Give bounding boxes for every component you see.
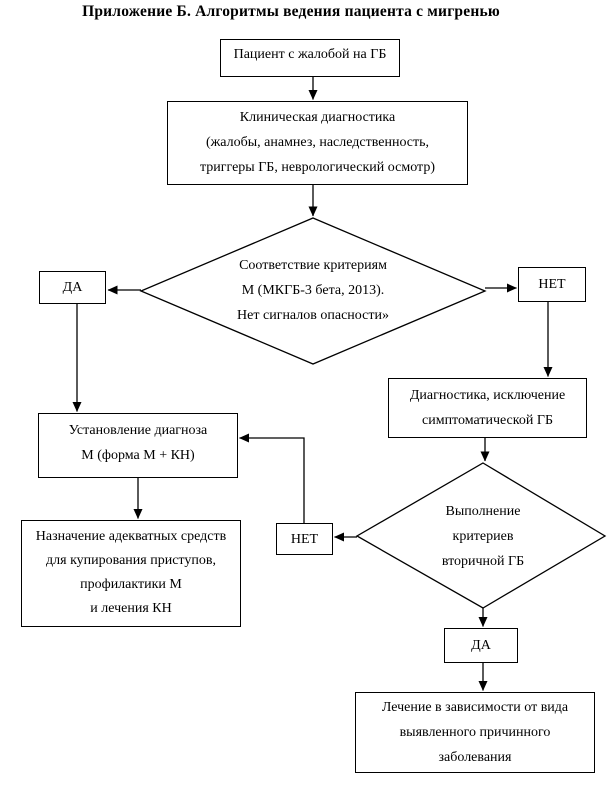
- node-patient-label: Пациент с жалобой на ГБ: [233, 47, 387, 62]
- decision-secondary-line: вторичной ГБ: [441, 554, 525, 569]
- decision-criteria-line: М (МКГБ-3 бета, 2013).: [241, 283, 385, 298]
- node-symptomatic-workup: [388, 378, 587, 438]
- node-prescribe-line: Назначение адекватных средств: [35, 529, 227, 544]
- node-clinical-line: (жалобы, анамнез, наследственность,: [205, 135, 430, 150]
- node-causal-line: выявленного причинного: [399, 725, 551, 740]
- node-no-mid: [276, 523, 333, 555]
- node-workup-line: Диагностика, исключение: [409, 388, 566, 403]
- node-yes-top-label: ДА: [62, 280, 83, 295]
- arrow-no-mid-to-establish: [240, 438, 305, 523]
- node-clinical-line: триггеры ГБ, неврологический осмотр): [200, 160, 435, 175]
- decision-criteria-text: [163, 253, 463, 328]
- decision-secondary-line: критериев: [452, 529, 514, 544]
- node-establish-line: Установление диагноза: [68, 423, 208, 438]
- node-yes-bottom: [444, 628, 518, 663]
- node-yes-top: [39, 271, 106, 304]
- node-establish-diagnosis: [38, 413, 238, 478]
- node-clinical-diagnostics: [167, 101, 468, 185]
- node-no-top: [518, 267, 586, 302]
- node-patient: [220, 39, 400, 77]
- node-workup-line: симптоматической ГБ: [422, 413, 553, 428]
- decision-criteria-line: Нет сигналов опасности»: [237, 308, 389, 323]
- node-prescribe-line: для купирования приступов,: [46, 553, 216, 568]
- node-prescribe-line: профилактики М: [80, 577, 182, 592]
- decision-secondary-line: Выполнение: [445, 504, 521, 519]
- node-causal-treatment: [355, 692, 595, 773]
- node-prescribe-treatment: [21, 520, 241, 627]
- node-yes-bottom-label: ДА: [471, 638, 491, 653]
- decision-criteria-line: Соответствие критериям: [239, 258, 387, 273]
- node-no-top-label: НЕТ: [538, 277, 566, 292]
- node-establish-line: М (форма М + КН): [81, 448, 195, 463]
- decision-secondary-text: [383, 499, 583, 574]
- node-no-mid-label: НЕТ: [290, 531, 319, 547]
- node-causal-line: Лечение в зависимости от вида: [381, 700, 569, 715]
- node-clinical-line: Клиническая диагностика: [239, 110, 396, 125]
- page-title: Приложение Б. Алгоритмы ведения пациента с мигренью: [82, 3, 500, 20]
- node-prescribe-line: и лечения КН: [90, 601, 172, 616]
- node-causal-line: заболевания: [438, 750, 512, 765]
